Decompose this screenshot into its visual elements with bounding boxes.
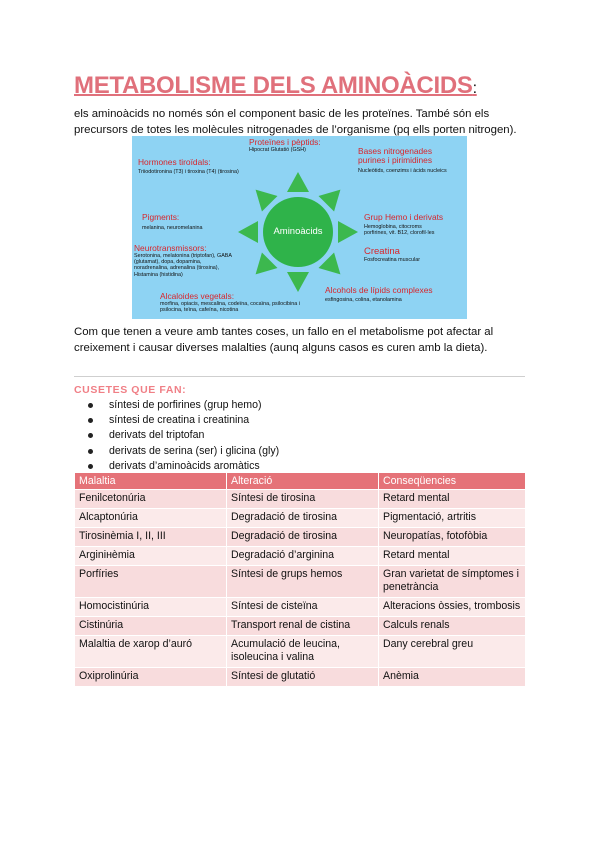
list-item: derivats d’aminoàcids aromàtics — [86, 459, 279, 474]
table-cell: Transport renal de cistina — [227, 617, 379, 636]
amino-acids-diagram — [132, 136, 467, 319]
table-cell: Retard mental — [379, 490, 526, 509]
label-alcaloides: Alcaloides vegetals: morfina, opiacis, mescalina, codeïna, cocaïna, psilocibina i psilocina, teïna, cafeïna, nicotina — [160, 291, 300, 314]
table-row — [75, 490, 526, 509]
label-alcohols: Alcohols de lípids complexes esfingosina, colina, etanolamina — [325, 285, 433, 303]
divider — [74, 376, 525, 377]
bullet-icon — [88, 464, 93, 469]
label-pigments: Pigments: melanina, neuromelanina — [142, 212, 203, 231]
column-header: Malaltia — [75, 473, 227, 490]
bullet-icon — [88, 418, 93, 423]
table-header-row — [75, 473, 526, 490]
table-cell: Porfíries — [75, 566, 227, 598]
bullet-list — [86, 398, 279, 474]
column-header: Alteració — [227, 473, 379, 490]
table-cell: Pigmentació, artritis — [379, 509, 526, 528]
sun-ray — [287, 172, 309, 192]
table-row — [75, 509, 526, 528]
table-cell: Alteracions òssies, trombosis — [379, 598, 526, 617]
table-row — [75, 547, 526, 566]
table-cell: Gran varietat de símptomes i penetrància — [379, 566, 526, 598]
consequences-paragraph: Com que tenen a veure amb tantes coses, un fallo en el metabolisme pot afectar al creixement i causar diverses malalties (aunq alguns casos es curen amb la dieta). — [74, 326, 494, 354]
list-item: síntesi de porfirines (grup hemo) — [86, 398, 279, 413]
table-cell: Síntesi de glutatió — [227, 668, 379, 687]
table-cell: Malaltia de xarop d’auró — [75, 636, 227, 668]
table-cell: Arginінèmia — [75, 547, 227, 566]
center-label: Aminoàcids — [273, 226, 323, 237]
label-bases: Bases nitrogenades purines i pirimidines Nucleòtids, coenzims i àcids nucleics — [358, 146, 447, 174]
sun-ray — [338, 221, 358, 243]
table-cell: Anèmia — [379, 668, 526, 687]
table-row — [75, 668, 526, 687]
bullet-icon — [88, 403, 93, 408]
table-cell: Neuropatías, fotofòbia — [379, 528, 526, 547]
table-row — [75, 566, 526, 598]
table-cell: Degradació de tirosina — [227, 509, 379, 528]
bullet-icon — [88, 449, 93, 454]
table-cell: Cistinúria — [75, 617, 227, 636]
table-cell: Acumulació de leucina, isoleucina i valina — [227, 636, 379, 668]
table-row — [75, 528, 526, 547]
diseases-table — [74, 472, 526, 687]
intro-paragraph: els aminoàcids no només són el component basic de les proteïnes. També són els precursors de totes les molècules nitrogenades de l’organisme (pq ells porten nitrogen). — [74, 108, 517, 136]
table-row — [75, 598, 526, 617]
table-cell: Síntesi de cisteïna — [227, 598, 379, 617]
table-cell: Fenilcetonúria — [75, 490, 227, 509]
label-hormones: Hormones tiroïdals: Triiodotironina (T3) i tiroxina (T4) (tirosina) — [138, 157, 239, 175]
list-item: derivats de serina (ser) i glicina (gly) — [86, 444, 279, 459]
sun-ray — [238, 221, 258, 243]
sun-ray — [287, 272, 309, 292]
list-item: derivats del triptofan — [86, 428, 279, 443]
table-cell: Homocistinúria — [75, 598, 227, 617]
page-title — [74, 72, 477, 100]
table-cell: Calculs renals — [379, 617, 526, 636]
title-colon: : — [472, 80, 477, 97]
bullet-icon — [88, 433, 93, 438]
label-grup-hemo: Grup Hemo i derivats Hemoglobina, citocroms porfirines, vit. B12, clorofil·les — [364, 212, 444, 237]
table-cell: Alcaptonúria — [75, 509, 227, 528]
column-header: Conseqüencies — [379, 473, 526, 490]
table-cell: Degradació de tirosina — [227, 528, 379, 547]
label-creatina: Creatina Fosfocreatina muscular — [364, 246, 421, 263]
table-row — [75, 617, 526, 636]
label-proteines: Proteïnes i pèptids: Hipocrat Glutatió (GSH) — [249, 137, 321, 153]
section-heading: CUSETES QUE FAN: — [74, 384, 187, 396]
table-cell: Oxiprolinúria — [75, 668, 227, 687]
table-cell: Tirosinèmia I, II, III — [75, 528, 227, 547]
label-neurotransmissors: Neurotransmissors: Serotonina, melatonina (triptofan), GABA (glutamat), dopa, dopamina, noradrenalina, adrenalina (tirosina), Histamina (histidina) — [134, 243, 232, 278]
table-cell: Síntesi de grups hemos — [227, 566, 379, 598]
table-cell: Retard mental — [379, 547, 526, 566]
table-row — [75, 636, 526, 668]
list-item: síntesi de creatina i creatinina — [86, 413, 279, 428]
table-cell: Degradació d’arginina — [227, 547, 379, 566]
table-cell: Dany cerebral greu — [379, 636, 526, 668]
table-cell: Síntesi de tirosina — [227, 490, 379, 509]
title-text: METABOLISME DELS AMINOÀCIDS — [74, 72, 473, 99]
